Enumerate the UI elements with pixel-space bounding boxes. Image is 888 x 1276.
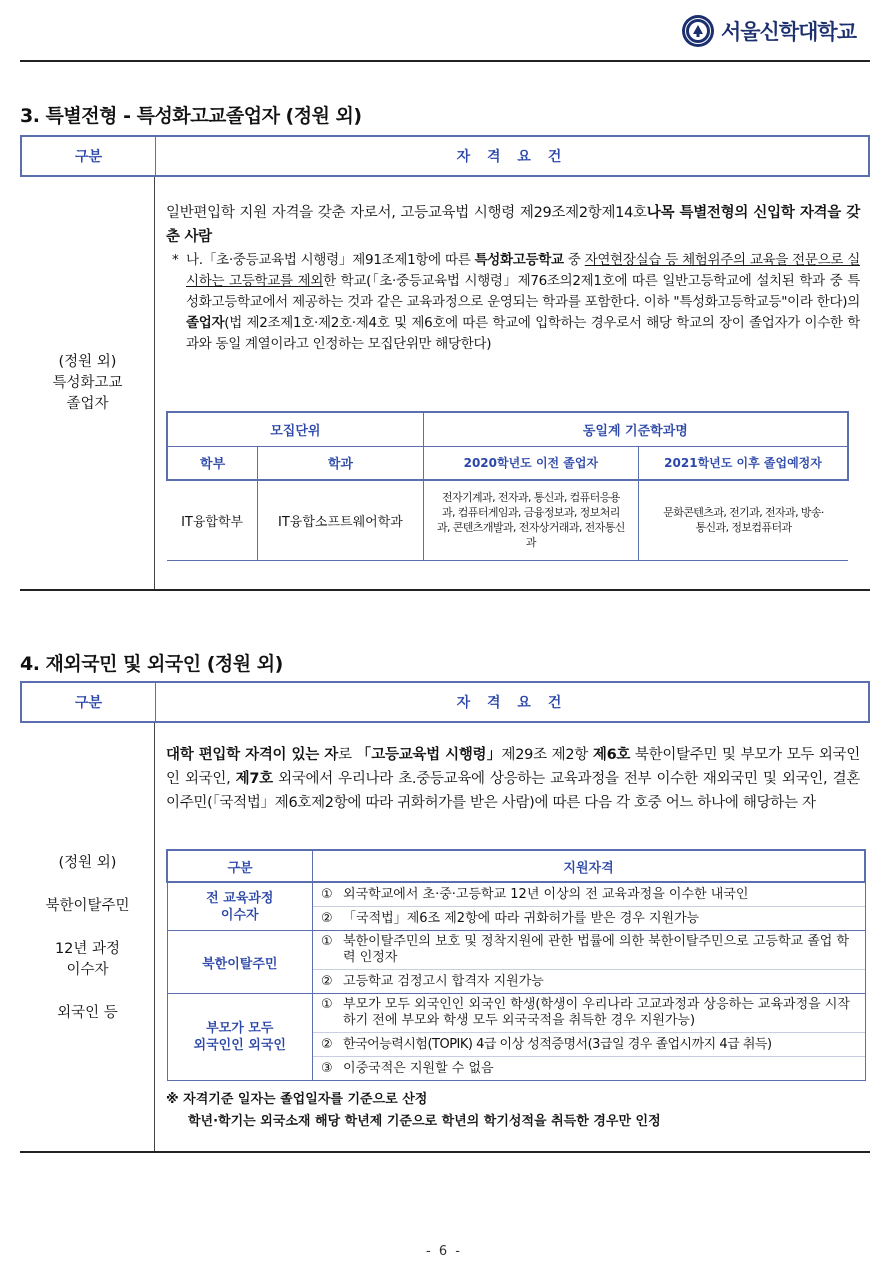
qualification-cell [313, 882, 865, 931]
qualification-item: ① 부모가 모두 외국인인 외국인 학생(학생이 우리나라 고교과정과 상응하는 교육과정을 시작하기 전에 부모와 학생 모두 외국국적을 취득한 경우 지원가능) [313, 994, 864, 1033]
section-3-body [20, 177, 870, 591]
section-4-header-row [20, 681, 870, 723]
table-row [167, 882, 865, 931]
section-3-title: 3. 특별전형 - 특성화고교졸업자 (정원 외) [20, 105, 362, 127]
eligibility-text: 일반편입학 지원 자격을 갖춘 자로서, 고등교육법 시행령 제29조제2항제14호나목 특별전형의 신입학 자격을 갖춘 사람 [166, 205, 861, 245]
university-logo [681, 14, 856, 48]
header-type: 구분 [167, 850, 313, 882]
eligibility-text: 대학 편입학 자격이 있는 자로 「고등교육법 시행령」제29조 제2항 제6호 북한이탈주민 및 부모가 모두 외국인인 외국인, 제7호 외국에서 우리나라 초.중등교육에 상응하는 교육과정을 전부 이수한 재외국민 및 외국인, 결혼이주민(「국적법」제6호제2항에 따라 귀화허가를 받은 사람)에 따른 다음 각 호중 어느 하나에 해당하는 자 [166, 747, 860, 811]
category-line: 특성화고교 [52, 375, 123, 391]
page-header [20, 0, 870, 62]
header-recruit-unit: 모집단위 [167, 412, 423, 446]
section-4-body [20, 723, 870, 1153]
eligibility-note: * 나.「초·중등교육법 시행령」제91조제1항에 따른 특성화고등학교 중 자연현장실습 등 체험위주의 교육을 전문으로 실시하는 고등학교를 제외한 학교(「초·중등교육법 시행령」제76조의2제1호에 따른 일반고등학교에 설치된 학과 중 특성화고등학교에서 제공하는 것과 같은 교육과정으로 운영되는 학과를 포함한다. 이하 "특성화고등학교등"이라 한다)의 졸업자(법 제2조제1호·제2호·제4호 및 제6호에 따른 학교에 입학하는 경우로서 해당 학교의 장이 졸업자가 이수한 학과와 동일 계열이라고 인정하는 모집단위만 해당한다) [172, 252, 860, 352]
qualification-cell [313, 994, 865, 1081]
header-requirements: 자 격 요 건 [456, 149, 568, 165]
header-requirements: 자 격 요 건 [456, 695, 568, 711]
qualification-item: ① 북한이탈주민의 보호 및 정착지원에 관한 법률에 의한 북한이탈주민으로 고등학교 졸업 학력 인정자 [313, 931, 864, 970]
table-row [167, 931, 865, 994]
category-line: 졸업자 [66, 396, 109, 412]
header-major: 학과 [258, 446, 423, 480]
section-3-header-row [20, 135, 870, 177]
header-qualification: 지원자격 [313, 850, 865, 882]
qualification-cell [313, 931, 865, 994]
table-header-row [167, 850, 865, 882]
qualification-item: ① 외국학교에서 초·중·고등학교 12년 이상의 전 교육과정을 이수한 내국인 [313, 883, 864, 907]
department-table [166, 411, 849, 561]
category-line: 12년 과정 [54, 941, 121, 957]
major-cell: IT융합소프트웨어학과 [258, 480, 423, 560]
header-dept-name: 동일계 기준학과명 [423, 412, 848, 446]
category-label [20, 853, 155, 1024]
qualification-item: ③ 이중국적은 지원할 수 없음 [321, 1061, 494, 1076]
note-marker: * [172, 252, 179, 268]
table-header-row [167, 412, 848, 446]
section-4-title: 4. 재외국민 및 외국인 (정원 외) [20, 653, 283, 675]
header-before-2020: 2020학년도 이전 졸업자 [423, 446, 638, 480]
after-2021-cell: 문화콘텐츠과, 전기과, 전자과, 방송·통신과, 정보컴퓨터과 [639, 480, 848, 560]
category-label [20, 352, 155, 415]
header-category: 구분 [22, 683, 156, 721]
before-2020-cell: 전자기계과, 전자과, 통신과, 컴퓨터응용과, 컴퓨터게임과, 금융정보과, 정보처리과, 콘텐츠개발과, 전자상거래과, 전자통신과 [423, 480, 638, 560]
footnote-line: 학년·학기는 외국소재 해당 학년제 기준으로 학년의 학기성적을 취득한 경우만 인정 [188, 1114, 661, 1129]
category-line: (정원 외) [58, 354, 117, 370]
footnote [166, 1089, 866, 1133]
category-line: (정원 외) [58, 855, 117, 871]
table-row [167, 994, 865, 1081]
category-line: 북한이탈주민 [45, 898, 130, 914]
qualification-table [166, 849, 866, 1081]
university-seal-icon [681, 14, 715, 48]
type-cell: 부모가 모두 외국인인 외국인 [167, 994, 313, 1081]
qualification-item: ② 한국어능력시험(TOPIK) 4급 이상 성적증명서(3급일 경우 졸업시까지 4급 취득) [313, 1033, 864, 1057]
division-cell: IT융합학부 [167, 480, 258, 560]
footnote-line: ※ 자격기준 일자는 졸업일자를 기준으로 산정 [166, 1092, 428, 1107]
header-after-2021: 2021학년도 이후 졸업예정자 [639, 446, 848, 480]
header-division: 학부 [167, 446, 258, 480]
type-cell: 북한이탈주민 [167, 931, 313, 994]
qualification-item: ② 고등학교 검정고시 합격자 지원가능 [321, 974, 544, 989]
qualification-item: ② 「국적법」제6조 제2항에 따라 귀화허가를 받은 경우 지원가능 [321, 911, 700, 926]
page-number: - 6 - [426, 1244, 462, 1259]
logo-text: 서울신학대학교 [720, 20, 856, 44]
table-row [167, 480, 848, 560]
type-cell: 전 교육과정 이수자 [167, 882, 313, 931]
table-header-row [167, 446, 848, 480]
header-category: 구분 [22, 137, 156, 175]
category-line: 이수자 [66, 962, 109, 978]
category-line: 외국인 등 [57, 1005, 118, 1021]
